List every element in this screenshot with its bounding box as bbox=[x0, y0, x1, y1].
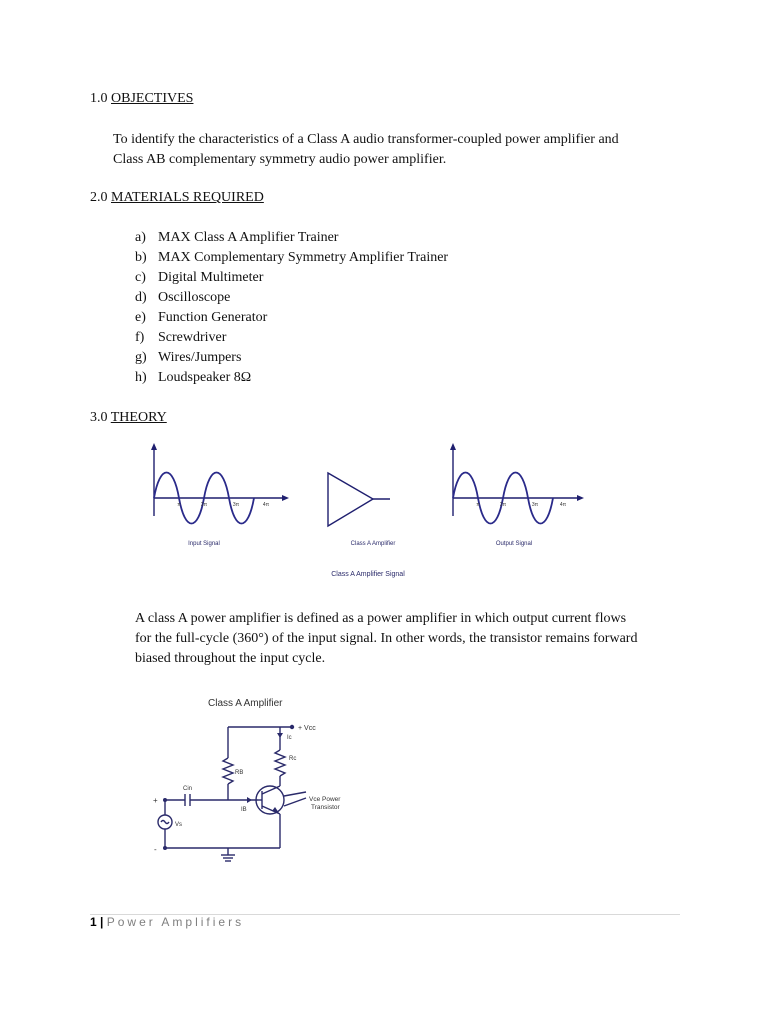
minus-label: - bbox=[154, 845, 157, 854]
theory-text-line-2: for the full-cycle (360°) of the input signal. In other words, the transistor remains forward bbox=[135, 631, 638, 646]
tick-label: π bbox=[177, 502, 181, 508]
ib-label: IB bbox=[241, 807, 247, 813]
input-plus-terminal bbox=[163, 798, 167, 802]
section-title: OBJECTIVES bbox=[111, 91, 194, 106]
vcc-terminal bbox=[290, 725, 294, 729]
list-marker: b) bbox=[135, 250, 147, 265]
tick-label: 4π bbox=[559, 502, 567, 508]
list-item-text: MAX Complementary Symmetry Amplifier Trainer bbox=[158, 250, 449, 265]
ic-arrow-icon bbox=[277, 733, 283, 738]
section-number: 2.0 bbox=[90, 190, 108, 205]
plus-label: + bbox=[153, 796, 158, 805]
section-number: 3.0 bbox=[90, 410, 108, 425]
section-number: 1.0 bbox=[90, 91, 108, 106]
list-item bbox=[135, 308, 635, 328]
list-marker: g) bbox=[135, 350, 147, 365]
input-signal-label: Input Signal bbox=[188, 541, 220, 547]
list-item bbox=[135, 368, 635, 388]
ic-label: Ic bbox=[287, 735, 292, 741]
list-marker: f) bbox=[135, 330, 145, 345]
class-a-circuit-diagram bbox=[148, 690, 368, 875]
amplifier-triangle-symbol bbox=[328, 473, 390, 526]
footer-title: Power Amplifiers bbox=[106, 915, 245, 929]
output-signal-label: Output Signal bbox=[495, 541, 533, 547]
circuit-wires bbox=[158, 727, 306, 861]
class-a-signal-figure bbox=[140, 440, 600, 585]
vs-label: Vs bbox=[175, 822, 183, 828]
list-marker: h) bbox=[135, 370, 147, 385]
tick-label: 3π bbox=[232, 502, 240, 508]
page-number: 1 bbox=[90, 915, 97, 929]
list-item-text: Digital Multimeter bbox=[158, 270, 264, 285]
tick-label: 3π bbox=[531, 502, 539, 508]
tick-label: 2π bbox=[499, 502, 507, 508]
ib-arrow-icon bbox=[247, 797, 252, 803]
theory-text-line-3: biased throughout the input cycle. bbox=[135, 651, 326, 666]
transistor-label-line-2: Transistor bbox=[311, 804, 340, 811]
list-marker: d) bbox=[135, 290, 147, 305]
section-title: THEORY bbox=[110, 410, 167, 425]
objectives-text-line-1: To identify the characteristics of a Class A audio transformer-coupled power amplifier and bbox=[113, 132, 619, 147]
cin-label: Cin bbox=[183, 786, 193, 792]
vcc-label: + Vcc bbox=[298, 725, 316, 732]
tick-label: 2π bbox=[200, 502, 208, 508]
list-item-text: MAX Class A Amplifier Trainer bbox=[158, 230, 339, 245]
list-item bbox=[135, 248, 635, 268]
list-item bbox=[135, 348, 635, 368]
list-marker: c) bbox=[135, 270, 146, 285]
amplifier-label: Class A Amplifier bbox=[350, 541, 396, 547]
section-heading-theory bbox=[90, 408, 167, 428]
list-item bbox=[135, 268, 635, 288]
list-item-text: Loudspeaker 8Ω bbox=[158, 370, 252, 385]
footer-separator: | bbox=[100, 915, 104, 929]
objectives-text-line-2: Class AB complementary symmetry audio power amplifier. bbox=[113, 152, 447, 167]
list-item-text: Wires/Jumpers bbox=[158, 350, 242, 365]
tick-label: 4π bbox=[262, 502, 270, 508]
figure-caption: Class A Amplifier Signal bbox=[331, 571, 405, 578]
list-marker: e) bbox=[135, 310, 146, 325]
tick-label: π bbox=[476, 502, 480, 508]
list-item-text: Function Generator bbox=[158, 310, 268, 325]
input-signal-graph bbox=[151, 443, 289, 524]
section-title: MATERIALS REQUIRED bbox=[111, 190, 264, 205]
rb-label: RB bbox=[235, 770, 244, 776]
section-heading-materials bbox=[90, 188, 264, 208]
output-signal-graph bbox=[450, 443, 584, 524]
list-item bbox=[135, 228, 635, 248]
circuit-title: Class A Amplifier bbox=[208, 698, 283, 709]
section-heading-objectives bbox=[90, 89, 193, 109]
input-minus-terminal bbox=[163, 846, 167, 850]
rc-label: Rc bbox=[289, 756, 297, 762]
page-footer bbox=[90, 915, 244, 929]
list-item-text: Oscilloscope bbox=[158, 290, 231, 305]
list-item bbox=[135, 288, 635, 308]
transistor-label-line-1: Vce Power bbox=[309, 796, 341, 803]
list-marker: a) bbox=[135, 230, 146, 245]
materials-list bbox=[135, 228, 635, 388]
theory-text-line-1: A class A power amplifier is defined as a power amplifier in which output current flows bbox=[135, 611, 627, 626]
list-item bbox=[135, 328, 635, 348]
list-item-text: Screwdriver bbox=[158, 330, 227, 345]
